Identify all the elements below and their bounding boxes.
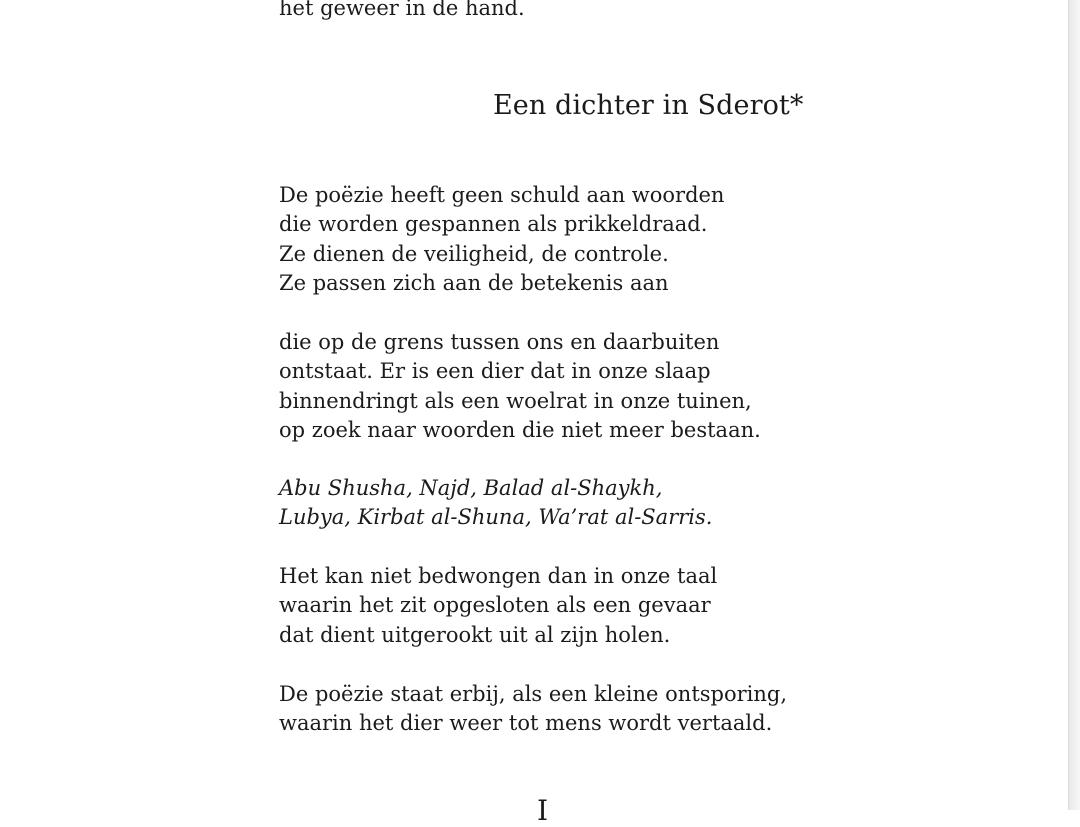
poem-line: die worden gespannen als prikkeldraad. (279, 212, 708, 237)
poem-line: waarin het dier weer tot mens wordt vertaald. (279, 711, 773, 736)
poem-line: Het kan niet bedwongen dan in onze taal (279, 564, 718, 588)
poem-line: waarin het zit opgesloten als een gevaar (279, 593, 711, 618)
poem-line: Abu Shusha, Najd, Balad al-Shaykh, (279, 476, 663, 500)
poem-line: De poëzie heeft geen schuld aan woorden (279, 183, 725, 207)
stanza-5 (279, 680, 787, 739)
previous-page-last-line: het geweer in de hand. (279, 0, 525, 20)
stanza-4 (279, 562, 717, 650)
poem-line: dat dient uitgerookt uit al zijn holen. (279, 622, 671, 647)
poem-line: die op de grens tussen ons en daarbuiten (279, 330, 720, 354)
poem-line: Ze dienen de veiligheid, de controle. (279, 241, 669, 266)
poem-line: ontstaat. Er is een dier dat in onze slaap (279, 359, 711, 384)
stanza-1 (279, 181, 724, 299)
stanza-3-place-names (279, 474, 712, 533)
stanza-2 (279, 328, 761, 446)
poem-line: Lubya, Kirbat al-Shuna, Wa’rat al-Sarris. (279, 505, 713, 530)
poem-line: binnendringt als een woelrat in onze tuinen, (279, 388, 752, 413)
poem-line: op zoek naar woorden die niet meer bestaan. (279, 418, 761, 443)
scrollbar-track[interactable] (1068, 0, 1080, 810)
poem-title: Een dichter in Sderot* (493, 90, 804, 121)
next-section-numeral: I (537, 794, 549, 827)
poem-line: De poëzie staat erbij, als een kleine ontsporing, (279, 682, 788, 706)
poem-line: Ze passen zich aan de betekenis aan (279, 271, 669, 296)
